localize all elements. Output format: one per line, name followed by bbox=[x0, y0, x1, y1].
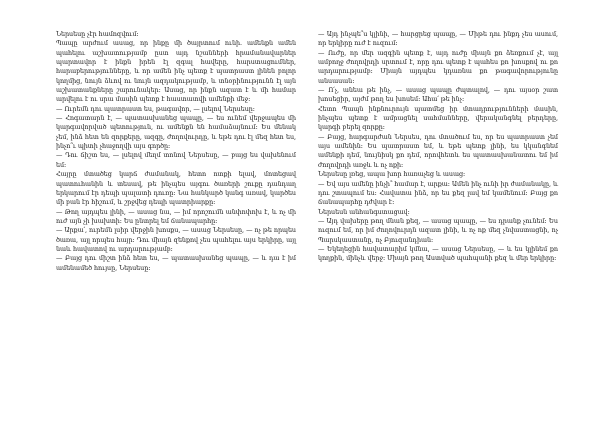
paragraph: — Բայց դու միշտ ինձ հետ ես, — պատասխանեց պապը, — և դա է իմ ամենամեծ հույսը, Ներսեսը։ bbox=[56, 254, 296, 272]
paragraph: Հայրը մտածեց կարճ ժամանակ, հետո ոտքի ելավ, մոտեցավ պատուհանին և տեսավ, թե ինչպես այգու ծառերի շուքը դանդաղ երկարում էր դեպի պալատի դուռը։ Նա հանկարծ կանգ առավ, կարծես մի բան էր հիշում, և շրջվեց դեպի պատրիարքը։ bbox=[56, 170, 296, 207]
paragraph: — Ուրեմն դու պատրաստ ես, թագավոր, — լսելով Ներսեսը։ bbox=[56, 104, 255, 113]
paragraph: Հետո Պապն ինքնուրույն պատմեց իր մտադրությունների մասին, ինչպես պետք է ամրացնել սահմանները, վերականգնել բերդերը, կարգի բերել զորքը։ bbox=[318, 104, 558, 132]
paragraph: — Եկեղեցին հավատարիմ կմնա, — ասաց Ներսեսը, — և ես կլինեմ քո կողքին, մինչև վերջ։ Միայն թող Աստված պահպանի քեզ և մեր երկիրը։ bbox=[318, 244, 558, 263]
paragraph: — Բայց, հարգարժան Ներսես, դու մտածում ես, որ ես պատրաստ չեմ այս ամենին։ Ես պատրաստ եմ, և եթե պետք լինի, ես կկանգնեմ ամենքի դեմ, նույնիսկ քո դեմ, որովհետև ես պատասխանատու եմ իմ ժողովրդի առջև և ոչ ոքի։ bbox=[318, 132, 558, 169]
paragraph: — Այդ վախերը թող մնան քեզ, — ասաց պապը, — ես դրանք չունեմ։ Ես ուզում եմ, որ իմ ժողովուրդն ազատ լինի, և ոչ ոք մեզ չնվաստացնի, ոչ Պարսկաստանը, ոչ Բյուզանդիան։ bbox=[318, 216, 558, 244]
paragraph: Ներսեսն անհանգստացավ։ bbox=[318, 207, 410, 216]
paragraph: — Եվ այս ամենը ինչի՞ համար է, արքա։ Ամեն ինչ ունի իր ժամանակը, և դու շտապում ես։ Հավատա ինձ, որ ես քեզ լավ եմ կամենում։ Բայց քո ճանապարհը դժվար է։ bbox=[318, 179, 558, 207]
paragraph: — Դու ճիշտ ես, — լսելով մեղմ տոնով Ներսեսը, — բայց ես վախենում եմ։ bbox=[56, 151, 296, 169]
paragraph: — Թող այդպես լինի, — ասաց նա, — իմ որոշումն անփոփոխ է, և ոչ մի ուժ այն չի խախտի։ Ես ընտրել եմ ճանապարհը։ bbox=[56, 207, 296, 225]
paragraph: — Հոգատարն է, — պատասխանեց պապը, — ես ունեմ վերջապես մի կարգավորված պետություն, ու ամենքն են համաձայնում։ Ես մենակ չեմ, ինձ հետ են զորքերը, ազգը, ժողովուրդը, և եթե դու էլ մեզ հետ ես, ինչո՞ւ պիտի չհաջողվի այս գործը։ bbox=[56, 114, 296, 151]
paragraph: Պապը արժում ասաց, որ ինքը մի ծայրտում ունի. ամենքն ամեն պահելու աշխատությամբ ըստ այդ նշանների հրամանավարներ պարտավոր է ինքն իրեն էլ զգալ հավերը, հարստացումներ, հարաբերությունները, և որ ամեն ինչ պետք է պատրաստ լինեն բոլոր կողմից, նույն ձևով ու նույն ազդակությամբ, և տնօրինությունն էլ այն աշխատանքները շարունակեր։ Ասաց, որ ինքն ազատ է և մի համար արվելու է ու սրա մասին պետք է հաստատվի ամենքի մեջ։ bbox=[56, 39, 296, 104]
paragraph: Ներսեսը լռեց, ապա խոր հառաչեց և ասաց։ bbox=[318, 170, 466, 179]
paragraph: — Ո՛չ, անեա թե ինչ, — ասաց պապը ժպտալով, — դու այսօր շատ խոսեցիր, այժմ թող ես խոսեմ։ Ահա՛ թե ինչ։ bbox=[318, 86, 558, 104]
right-column bbox=[318, 30, 558, 264]
paragraph: Ներսեսը չէր համոզվում։ bbox=[56, 30, 139, 38]
left-column bbox=[56, 30, 296, 273]
paragraph: — Այդ ինչպե՞ս կլինի, — հարցրեց պապը, — Միթե դու ինքդ չես ասում, որ երկիրը ուժ է ուզում։ bbox=[318, 30, 558, 48]
paragraph: — Արքա՛, ուրեմն լսիր վերջին խոսքս, — ասաց Ներսեսը, — ոչ թե որպես ծառա, այլ որպես հայր։ Դու միայն զենքով չես պահելու այս երկիրը, այլ նաև հավատով ու արդարությամբ։ bbox=[56, 226, 296, 253]
paragraph: — Ուժը, որ մեր ազգին պետք է, այդ ուժը միայն քո ձեռքում չէ, այլ ամբողջ ժողովրդի սրտում է, որը դու պետք է պահես քո խոսքով ու քո արդարությամբ։ Միայն այդպես կդառնա քո թագավորությունը անսասան։ bbox=[318, 48, 558, 85]
